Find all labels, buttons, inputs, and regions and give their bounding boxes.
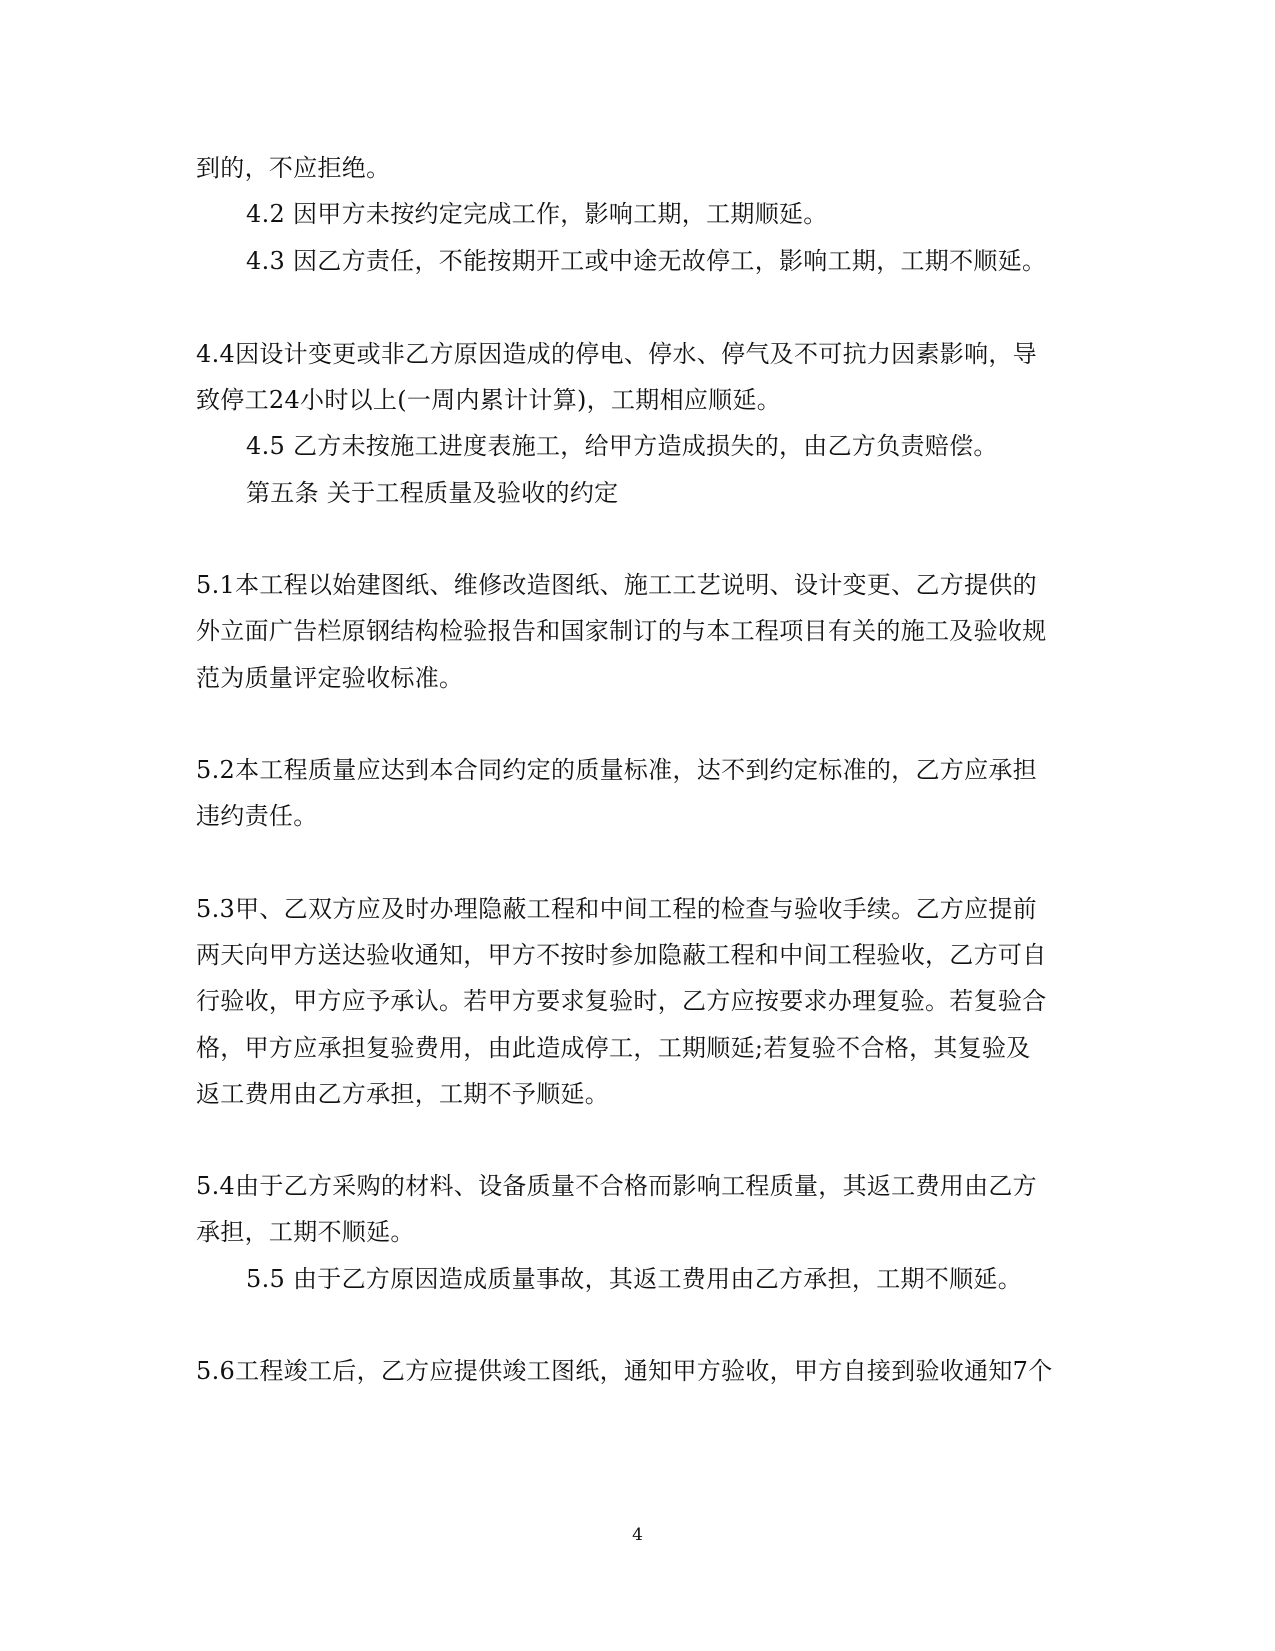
text-line: 4.4因设计变更或非乙方原因造成的停电、停水、停气及不可抗力因素影响，导	[196, 340, 1037, 368]
text-line: 违约责任。	[196, 802, 318, 830]
text-line: 5.5 由于乙方原因造成质量事故，其返工费用由乙方承担，工期不顺延。	[246, 1265, 1022, 1293]
text-line: 5.4由于乙方采购的材料、设备质量不合格而影响工程质量，其返工费用由乙方	[196, 1172, 1037, 1200]
text-line: 到的，不应拒绝。	[196, 154, 391, 182]
text-line: 承担，工期不顺延。	[196, 1218, 415, 1246]
text-line: 5.2本工程质量应达到本合同约定的质量标准，达不到约定标准的，乙方应承担	[196, 756, 1037, 784]
section-heading: 第五条 关于工程质量及验收的约定	[246, 479, 619, 507]
page-number: 4	[632, 1525, 643, 1545]
text-line: 返工费用由乙方承担，工期不予顺延。	[196, 1080, 610, 1108]
text-line: 5.1本工程以始建图纸、维修改造图纸、施工工艺说明、设计变更、乙方提供的	[196, 571, 1037, 599]
text-line: 两天向甲方送达验收通知，甲方不按时参加隐蔽工程和中间工程验收，乙方可自	[196, 941, 1047, 969]
text-line: 5.6工程竣工后，乙方应提供竣工图纸，通知甲方验收，甲方自接到验收通知7个	[196, 1357, 1053, 1385]
text-line: 格，甲方应承担复验费用，由此造成停工，工期顺延;若复验不合格，其复验及	[196, 1034, 1031, 1062]
text-line: 4.3 因乙方责任，不能按期开工或中途无故停工，影响工期，工期不顺延。	[246, 247, 1047, 275]
text-line: 外立面广告栏原钢结构检验报告和国家制订的与本工程项目有关的施工及验收规	[196, 617, 1047, 645]
text-line: 行验收，甲方应予承认。若甲方要求复验时，乙方应按要求办理复验。若复验合	[196, 987, 1047, 1015]
text-line: 4.2 因甲方未按约定完成工作，影响工期，工期顺延。	[246, 200, 828, 228]
text-line: 范为质量评定验收标准。	[196, 664, 464, 692]
text-line: 致停工24小时以上(一周内累计计算)，工期相应顺延。	[196, 386, 782, 414]
text-line: 4.5 乙方未按施工进度表施工，给甲方造成损失的，由乙方负责赔偿。	[246, 432, 998, 460]
text-line: 5.3甲、乙双方应及时办理隐蔽工程和中间工程的检查与验收手续。乙方应提前	[196, 895, 1037, 923]
